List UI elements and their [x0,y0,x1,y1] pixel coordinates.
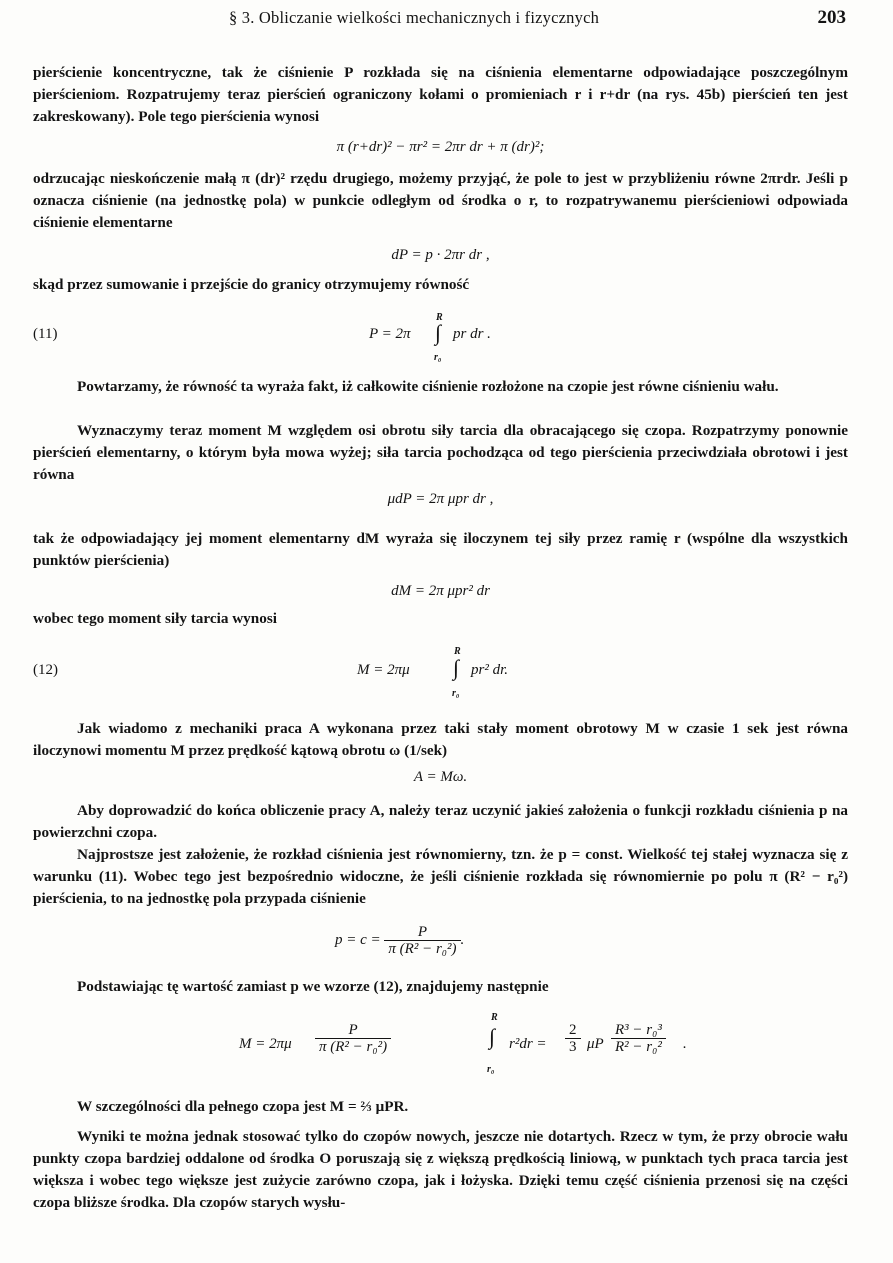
equation-11-integrand: pr dr . [453,326,491,342]
equation-11-upper-limit: R [436,312,443,323]
paragraph-10: Najprostsze jest założenie, że rozkład ciśnienia jest równomierny, tzn. że p = const. Wielkość tej stałej wyznacza się z warunku (11). Wobec tego jest bezpośrednio widoczne, że jeśli ciśnienie rozkłada się równomiernie po polu π (R² − r₀²) pierścienia, to na jednostkę pola przypada ciśnienie [33,846,848,907]
fraction-numerator: R³ − r₀³ [611,1022,666,1039]
fraction-numerator: 2 [565,1022,581,1039]
fraction-denominator: R² − r₀² [615,1039,662,1055]
paragraph-13: Wyniki te można jednak stosować tylko do czopów nowych, jeszcze nie dotartych. Rzecz w tym, że przy obrocie wału punkty czopa bardziej oddalone od środka O poruszają się z większą prędkością liniową, w punktach tych praca tarcia jest większa i wobec tego większe jest zużycie zarówno czopa, jak i łożyska. Dzięki temu część ciśnienia przenosi się na części czopa bliższe środka. Dla czopów starych wysłu- [33,1128,848,1211]
equation-12-label: (12) [33,662,58,678]
equation-moment-lower-limit: r₀ [487,1064,495,1075]
paragraph-8: Jak wiadomo z mechaniki praca A wykonana przez taki stały moment obrotowy M w czasie 1 sek jest równa iloczynowi momentu M przez prędkość kątową obrotu ω (1/sek) [33,720,848,759]
paragraph-9: Aby doprowadzić do końca obliczenie pracy A, należy teraz uczynić jakieś założenia o funkcji rozkładu ciśnienia p na powierzchni czopa. [33,802,848,841]
integral-sign: ∫ [489,1024,496,1049]
equation-dM: dM = 2π μpr² dr [391,583,490,599]
equation-12-lhs: M = 2πμ [357,662,410,678]
equation-moment-fraction [315,1022,391,1055]
equation-moment-integrand: r²dr = [509,1036,547,1052]
equation-moment-upper-limit: R [491,1012,498,1023]
period: . [683,1036,687,1052]
paragraph-7: wobec tego moment siły tarcia wynosi [33,610,277,627]
equation-moment-coefficient [565,1022,581,1055]
paragraph-3: skąd przez sumowanie i przejście do granicy otrzymujemy równość [33,276,470,293]
equation-moment-result [239,1012,689,1088]
equation-ring-area: π (r+dr)² − πr² = 2πr dr + π (dr)²; [336,139,545,155]
fraction-denominator: π (R² − r₀²) [319,1039,388,1055]
equation-12-integrand: pr² dr. [471,662,509,678]
period: . [460,931,465,948]
page-number: 203 [817,7,846,28]
fraction-numerator: P [384,924,460,941]
equation-11-lower-limit: r₀ [434,352,442,363]
integral-sign: ∫ [453,655,460,680]
equation-work: A = Mω. [413,769,468,785]
equation-12-lower-limit: r₀ [452,688,460,699]
fraction-denominator: π (R² − r₀²) [388,941,457,957]
fraction-denominator: 3 [569,1039,577,1055]
paragraph-11: Podstawiając tę wartość zamiast p we wzorze (12), znajdujemy następnie [77,978,549,995]
paragraph-4: Powtarzamy, że równość ta wyraża fakt, iż całkowite ciśnienie rozłożone na czopie jest równe ciśnieniu wału. [77,378,779,395]
fraction-numerator: P [315,1022,391,1039]
running-header [33,8,848,30]
equation-dP: dP = p · 2πr dr , [391,247,490,263]
integral-sign: ∫ [435,320,442,345]
equation-moment-result-fraction [611,1022,666,1055]
paragraph-5: Wyznaczymy teraz moment M względem osi obrotu siły tarcia dla obracającego się czopa. Rozpatrzymy ponownie pierścień elementarny, o którym była mowa wyżej; siła tarcia pochodząca od tego pierścienia przeciwdziała obrotowi i jest równa [33,422,848,483]
paragraph-2: odrzucając nieskończenie małą π (dr)² rzędu drugiego, możemy przyjąć, że pole to jest w przybliżeniu równe 2πrdr. Jeśli p oznacza ciśnienie (na jednostkę pola) w punkcie odległym od środka o r, to rozpatrywanemu pierścieniowi odpowiada ciśnienie elementarne [33,170,848,231]
equation-friction-force: μdP = 2π μpr dr , [387,491,494,507]
paragraph-6: tak że odpowiadający jej moment elementarny dM wyraża się iloczynem tej siły przez ramię r (wspólne dla wszystkich punktów pierścienia) [33,530,848,569]
paragraph-12: W szczególności dla pełnego czopa jest M = ⅔ μPR. [77,1098,409,1115]
equation-11-lhs: P = 2π [369,326,411,342]
equation-11-label: (11) [33,326,58,342]
equation-12-upper-limit: R [454,646,461,657]
equation-pressure-lhs: p = c = [335,931,381,948]
equation-pressure [335,924,464,957]
paragraph-1: pierścienie koncentryczne, tak że ciśnienie P rozkłada się na ciśnienia elementarne odpowiadające poszczególnym pierścieniom. Rozpatrujemy teraz pierścień ograniczony kołami o promieniach r i r+dr (na rys. 45b) pierścień ten jest zakreskowany). Pole tego pierścienia wynosi [33,64,848,125]
page [33,0,848,1263]
header-title: § 3. Obliczanie wielkości mechanicznych i fizycznych [229,8,600,27]
equation-pressure-fraction [384,924,460,957]
equation-moment-lhs: M = 2πμ [239,1036,292,1052]
equation-moment-mid: μP [587,1036,604,1052]
